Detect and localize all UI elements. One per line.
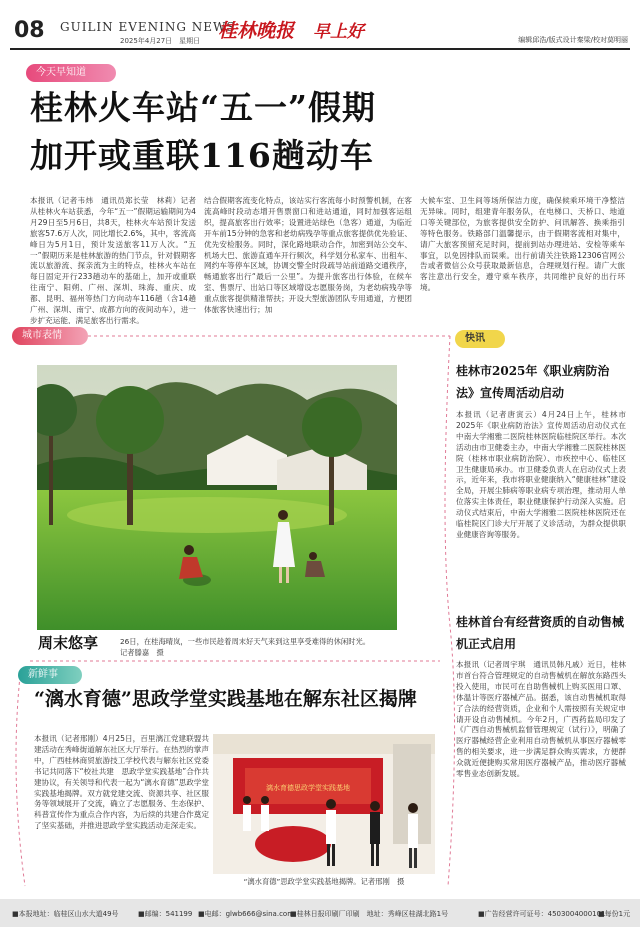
lead-column-2: 结合假期客流变化特点，该站实行客流每小时预警机制，在客流高峰时段动态增开售票窗口和进站通道，同时加强客运组织，提高旅客出行效率；设置进站绿色（急客）通道，为临近开车前15分钟的急客和老幼病残孕等重点旅客提供优先验证、优先安检服务。同时，深化路地联动合作，加密到站公交车、机场大巴、旅游直通车开行频次，科学划分私家车、出租车、网约车等停车区域，协调交警全时段疏导站前道路交通秩序，畅通旅客出行“最后一公里”。为提升旅客出行体验，在候车室、售票厅、出站口等区域增设志愿服务岗，为老幼病残孕等重点旅客提供精准帮扶；开设大型旅游团队专用通道，方便团体旅客快速出行；加: [204, 196, 412, 315]
section-tag-fresh: 新鲜事: [18, 666, 82, 684]
section-tag-city: 城市表情: [12, 327, 88, 345]
park-photo-illustration: [37, 365, 397, 630]
lead-headline-line1: 桂林火车站“五一”假期: [30, 88, 376, 127]
quick-item2-title: 桂林首台有经营资质的自动售械机正式启用: [456, 615, 625, 651]
lead-column-1: 本报讯（记者韦炜 通讯员郑长莹 林莉）记者从桂林火车站获悉，今年“五一”假期运输期间为4月29日至5月6日，共8天，桂林火车站预计发送旅客57.6万人次，同比增长2.6%，其中，客流高峰日为5月1日，预计发送旅客11万人次。“五一”假期历来是桂林旅游的热门节点，针对假期客流以旅游流、探亲流为主的特点，桂林火车站在每日固定开行233趟动车的基础上，加开或重联往南宁、阳朔、广州、深圳、珠海、重庆、成都、昆明、福州等热门方向动车116趟（含14趟广州、深圳、南宁、成都方向的夜间动车），进一步扩充运能，满足旅客出行需求。: [30, 196, 196, 324]
photo-banner-text: 漓水育德思政学堂实践基地: [266, 784, 350, 792]
lead-column-3: 大候车室、卫生间等场所保洁力度，确保候乘环境干净整洁无异味。同时，组建青年服务队，在电梯口、天桥口、地道口等关键部位，为旅客提供安全防护、问讯解答、换乘指引等特色服务。铁路部门温馨提示，由于假期客流相对集中，请广大旅客预留充足时间，提前到站办理进站、安检等乘车事宜，以免因排队而误乘。出行前请关注铁路12306官网公告或者微信公众号获取最新信息，合理规划行程。请广大旅客注意出行安全，遵守乘车秩序，共同维护良好的出行环境。: [420, 196, 625, 293]
park-photo: [37, 365, 397, 630]
quick-item2-body: 本报讯（记者周宇琪 通讯员韩凡戚）近日，桂林市首台符合管理规定的自动售械机在解放东路西头投入使用，市民可在自助售械机上购买医用口罩、体温计等医疗器械产品。据悉，该自动售械机取得了合法的经营资质，企业和个人需按照有关规定申请开设自动售械机。今年2月，广西药监局印发了《广西自动售械机监督管理规定（试行）》，明确了医疗器械经营企业利用自动售械机从事医疗器械零售的相关要求，进一步满足群众购买需求，方便群众就近便捷购买常用医疗器械产品，推动医疗器械零售业态创新发展。: [456, 660, 626, 779]
paper-logo: 桂林晚报: [218, 20, 295, 42]
footer-price: ■每份1元: [598, 910, 631, 918]
quick-item1-body: 本报讯（记者唐寅云）4月24日上午，桂林市2025年《职业病防治法》宣传周活动启动仪式在中南大学湘雅二医院桂林医院临桂院区举行。本次活动由市卫健委主办，中南大学湘雅二医院桂林医院（桂林市职业病防治院）、市疾控中心、临桂区卫生健康局承办。市卫健委负责人在启动仪式上表示，近年来，我市将职业健康纳入“健康桂林”建设全局，开展尘肺病等职业病专项治理，推动用人单位落实主体责任，职业健康保护行动深入实施。启动仪式结束后，中南大学湘雅二医院桂林医院还在临桂院区门诊大厅开展了义诊活动，为群众提供职业健康咨询等服务。: [456, 410, 626, 539]
section-tag-today: 今天早知道: [26, 64, 116, 82]
page-number: 08: [14, 18, 45, 43]
photo-caption: 26日，在桂海晴岚，一些市民趁着周末好天气来到这里享受难得的休闲时光。 记者滕嘉 摄: [120, 637, 462, 657]
footer: [0, 899, 640, 927]
column-name: 早上好: [313, 22, 364, 42]
footer-postcode: ■邮编：541199: [138, 910, 193, 918]
paper-name-en: GUILIN EVENING NEWS: [60, 20, 236, 34]
footer-address: ■本报地址：临桂区山水大道49号: [12, 910, 119, 918]
masthead-rule: [10, 48, 630, 50]
footer-printer: ■桂林日报印刷厂印刷 地址：秀峰区桂湖北路1号: [290, 910, 449, 918]
ceremony-photo-illustration: [213, 734, 435, 874]
ceremony-photo: [213, 734, 435, 874]
issue-date: 2025年4月27日 星期日: [120, 37, 201, 45]
section-tag-quick: 快讯: [455, 330, 505, 348]
footer-email: ■电邮：glwb666@sina.com: [198, 910, 295, 918]
photo-title: 周末悠享: [38, 634, 99, 652]
lead-headline: [30, 84, 376, 180]
editors-credit: 编辑邱浩/版式设计秦梁/校对莫明丽: [518, 36, 628, 44]
ceremony-caption: “漓水育德”思政学堂实践基地揭牌。记者邢刚 摄: [243, 877, 405, 886]
footer-license: ■广告经营许可证号：4503004000101: [478, 910, 606, 918]
quick-item1-title: 桂林市2025年《职业病防治法》宣传周活动启动: [456, 364, 610, 400]
fresh-body: 本报讯（记者邢刚）4月25日，百里漓江党建联盟共建活动在秀峰街道解东社区大厅举行。在热烈的掌声中，广西桂林商贸旅游技工学校代表与解东社区党委书记共同落下“校社共建 思政学堂实践基地”合作共建协议，有关领导和代表一起为“漓水育德”思政学堂实践基地揭牌。双方就党建交流、资源共享、社区服务等领域展开了交流，确立了志愿服务、生态保护、科普宣传作为重点合作内容，为后续的共建合作奠定了坚实基础，并推进思政学堂实践活动走深走实。: [34, 734, 209, 831]
fresh-headline: “漓水育德”思政学堂实践基地在解东社区揭牌: [34, 688, 417, 710]
lead-headline-line2: 加开或重联116趟动车: [30, 136, 374, 175]
